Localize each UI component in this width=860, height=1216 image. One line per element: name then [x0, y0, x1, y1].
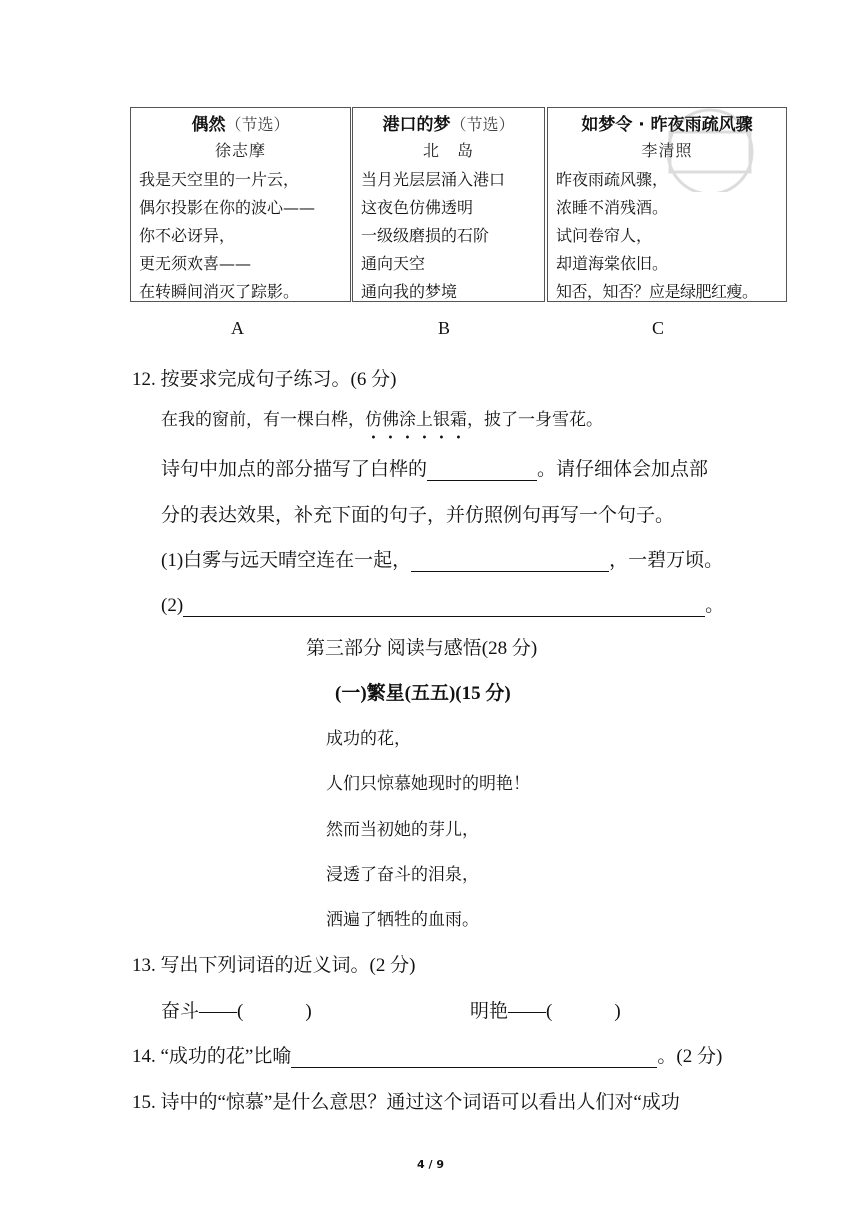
q12-sentence-dotted: [365, 410, 467, 430]
poem-line: 试问卷帘人，: [556, 226, 653, 245]
q15: 15. 诗中的“惊慕”是什么意思？通过这个词语可以看出人们对“成功: [132, 1092, 680, 1113]
poem-line: 你不必讶异，: [139, 226, 236, 245]
option-label-a: A: [231, 318, 244, 338]
q13-stem: 13. 写出下列词语的近义词。(2 分): [132, 955, 416, 976]
section3-heading: 第三部分 阅读与感悟(28 分): [306, 638, 538, 659]
page-number: 4 / 9: [417, 1158, 444, 1171]
emphasis-char: 银: [433, 410, 450, 430]
q12-line1-pre: 诗句中加点的部分描写了白桦的: [161, 459, 428, 480]
reading-poem-line: 浸透了奋斗的泪泉，: [326, 865, 479, 885]
poem-line: 知否，知否？应是绿肥红瘦。: [556, 282, 758, 301]
q14-answer-blank[interactable]: [291, 1045, 657, 1068]
reading-poem-line: 人们只惊慕她现时的明艳！: [326, 774, 530, 794]
poem-line: 通向天空: [361, 254, 426, 273]
option-label-b: B: [438, 318, 451, 338]
poem-box-a: [130, 107, 351, 302]
q12-sentence-pre: 在我的窗前，有一棵白桦，: [161, 410, 365, 430]
q12-line1-post: 。请仔细体会加点部: [537, 459, 709, 480]
poem-excerpt: （节选）: [450, 115, 515, 134]
q13-item-b: [470, 996, 621, 1023]
emphasis-char: 霜: [450, 410, 467, 430]
emphasis-char: 仿: [365, 410, 382, 430]
option-label-c: C: [652, 318, 665, 338]
section3-sub: (一)繁星(五五)(15 分): [335, 683, 511, 704]
poem-line: 这夜色仿佛透明: [361, 198, 474, 217]
reading-poem-line: 成功的花，: [326, 729, 411, 749]
emphasis-char: 上: [416, 410, 433, 430]
poem-line: 更无须欢喜——: [139, 254, 252, 273]
q12-item2: [161, 590, 724, 617]
poem-line: 在转瞬间消灭了踪影。: [139, 282, 300, 301]
reading-poem-line: 然而当初她的芽儿，: [326, 820, 479, 840]
q13-close-a: ): [305, 1001, 312, 1022]
poem-author: 李清照: [641, 143, 693, 160]
q12-answer-blank-1[interactable]: [427, 458, 537, 481]
q14-post: 。(2 分): [657, 1046, 723, 1067]
q13-item-a: [161, 996, 312, 1023]
poem-excerpt: （节选）: [225, 115, 290, 134]
q12-item2-post: 。: [705, 595, 725, 616]
q12-sentence: [161, 405, 603, 430]
q12-stem: 12. 按要求完成句子练习。(6 分): [132, 369, 397, 390]
poem-line: 昨夜雨疏风骤，: [556, 170, 669, 189]
q12-item1: [161, 545, 723, 572]
q13-item-b-label: 明艳——(: [470, 1001, 553, 1022]
poem-line: 我是天空里的一片云，: [139, 170, 300, 189]
q12-answer-blank-2[interactable]: [411, 549, 609, 572]
poem-line: 通向我的梦境: [361, 282, 458, 301]
poem-line: 当月光层层涌入港口: [361, 170, 506, 189]
poem-line: 偶尔投影在你的波心——: [139, 198, 316, 217]
q12-item1-pre: (1)白雾与远天晴空连在一起，: [161, 550, 412, 571]
poem-box-b: [352, 107, 545, 302]
q14-pre: 14. “成功的花”比喻: [132, 1046, 292, 1067]
q12-line2: 分的表达效果，补充下面的句子，并仿照例句再写一个句子。: [161, 505, 675, 526]
q12-item1-post: ，一碧万顷。: [609, 550, 724, 571]
poem-author: 北 岛: [422, 143, 474, 160]
q13-close-b: ): [614, 1001, 621, 1022]
q14: [132, 1041, 722, 1068]
q12-answer-blank-3[interactable]: [183, 594, 705, 617]
poem-title: 港口的梦: [382, 115, 451, 135]
poem-author: 徐志摩: [214, 143, 266, 160]
poem-title: 偶然: [191, 115, 226, 135]
q12-sentence-post: ，披了一身雪花。: [467, 410, 603, 430]
poem-line: 浓睡不消残酒。: [556, 198, 669, 217]
q13-item-a-label: 奋斗——(: [161, 1001, 244, 1022]
reading-poem-line: 洒遍了牺牲的血雨。: [326, 910, 479, 930]
watermark-stamp: [560, 102, 780, 192]
q12-item2-pre: (2): [161, 595, 184, 616]
poem-line: 一级级磨损的石阶: [361, 226, 490, 245]
emphasis-char: 佛: [382, 410, 399, 430]
emphasis-char: 涂: [399, 410, 416, 430]
poem-line: 却道海棠依旧。: [556, 254, 669, 273]
poem-title: 如梦令 · 昨夜雨疏风骤: [581, 115, 753, 135]
q12-line1: [161, 454, 708, 481]
